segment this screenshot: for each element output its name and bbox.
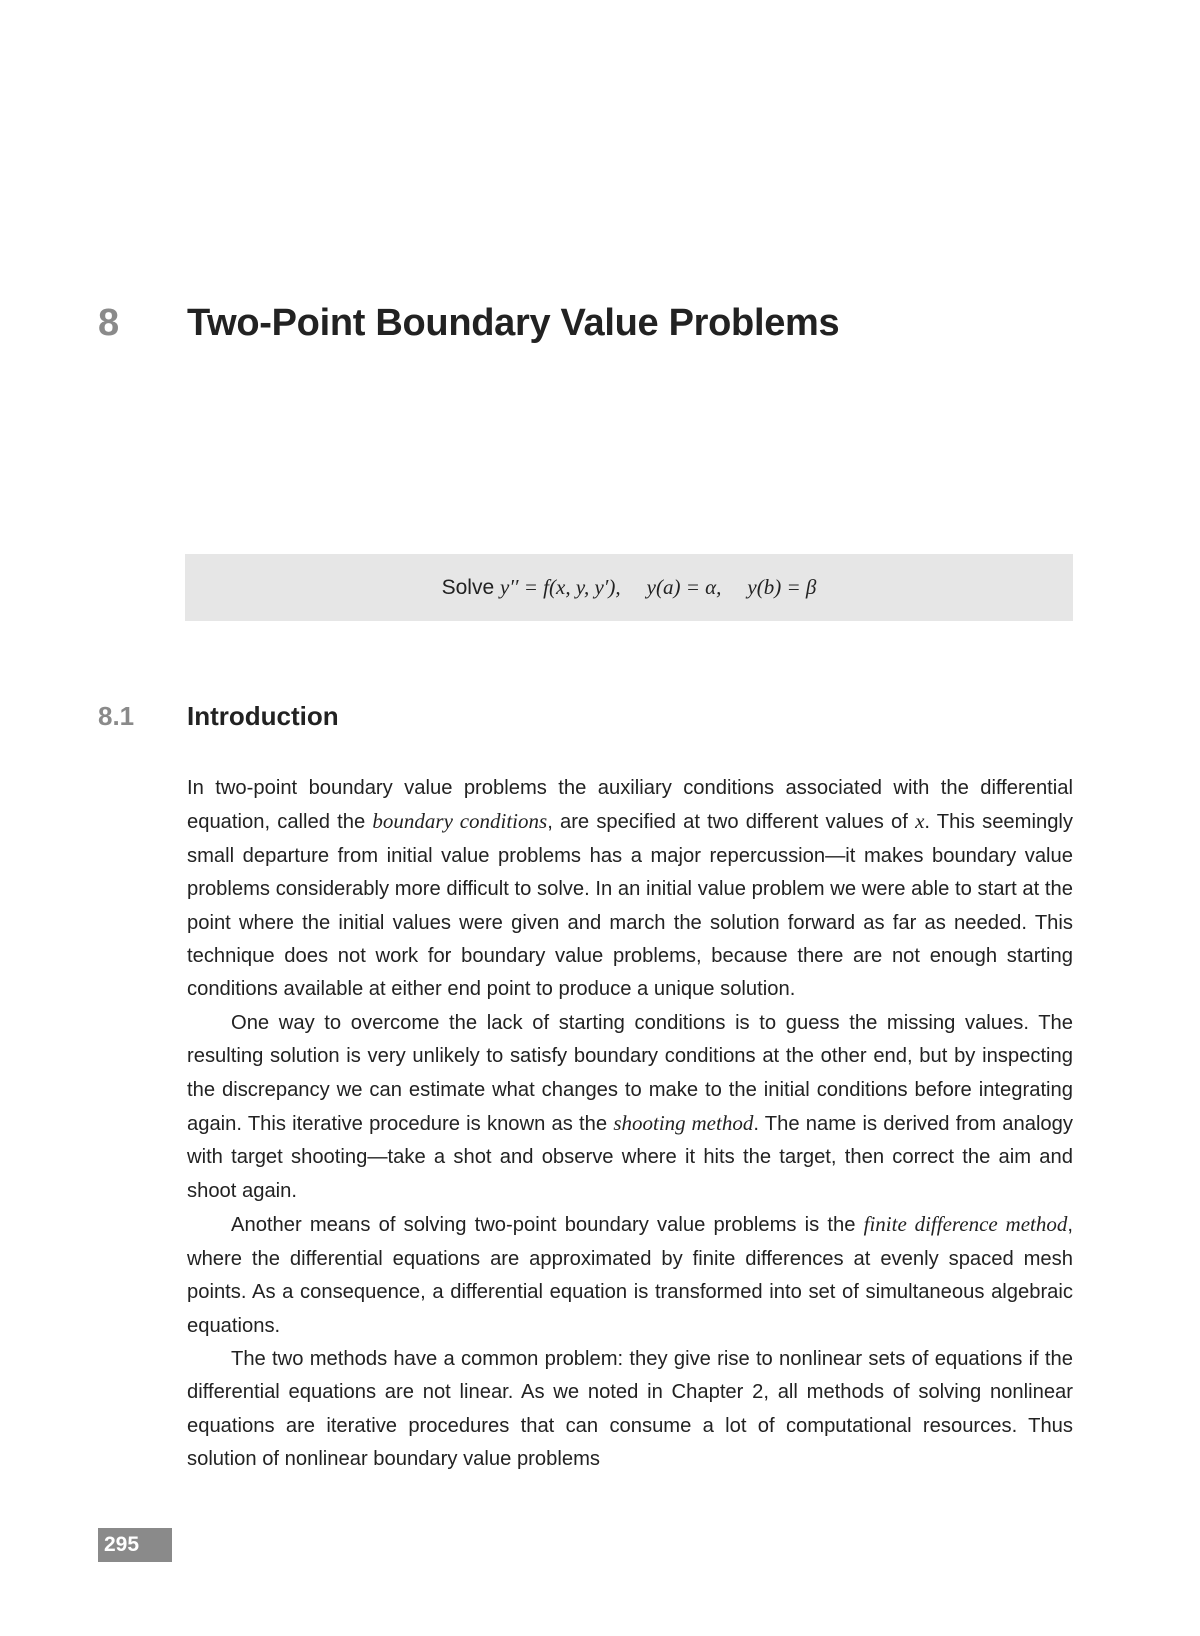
- section-number: 8.1: [98, 701, 135, 731]
- variable-x: x: [915, 809, 925, 834]
- summary-solve-word: Solve: [441, 575, 495, 599]
- summary-condition-a: y(a) = α,: [646, 575, 722, 599]
- term-finite-difference-method: finite difference method: [863, 1212, 1068, 1237]
- paragraph-1: [187, 772, 1073, 1007]
- chapter-title: Two-Point Boundary Value Problems: [187, 302, 840, 344]
- summary-equation: y′′ = f(x, y, y′),: [500, 575, 621, 599]
- summary-condition-b: y(b) = β: [747, 575, 817, 599]
- paragraph-1-part-b: , are specified at two different values of: [547, 811, 916, 834]
- term-shooting-method: shooting method: [613, 1111, 754, 1136]
- paragraph-2-part-b: . The name is derived from analogy with target shooting—take a shot and observe where it hits the target, then correct the aim and shoot again.: [187, 1113, 1073, 1202]
- section-title: Introduction: [187, 701, 339, 731]
- paragraph-1-part-a: In two-point boundary value problems the auxiliary conditions associated with the differential equation, called the: [187, 777, 1073, 834]
- paragraph-2: [187, 1007, 1073, 1208]
- paragraph-3-part-a: Another means of solving two-point boundary value problems is the: [231, 1214, 864, 1237]
- paragraph-3: [187, 1208, 1073, 1343]
- paragraph-2-part-a: One way to overcome the lack of starting conditions is to guess the missing values. The resulting solution is very unlikely to satisfy boundary conditions at the other end, but by inspecting the discrepancy we can estimate what changes to make to the initial conditions before integrating again. This iterative procedure is known as the: [187, 1011, 1073, 1136]
- term-boundary-conditions: boundary conditions: [372, 809, 548, 834]
- problem-summary-box: [185, 554, 1073, 621]
- page-number: 295: [98, 1528, 172, 1562]
- body-text: [187, 772, 1073, 1477]
- paragraph-4: The two methods have a common problem: they give rise to nonlinear sets of equations if the differential equations are not linear. As we noted in Chapter 2, all methods of solving nonlinear equations are iterative procedures that can consume a lot of computational resources. Thus solution of nonlinear boundary value problems: [187, 1347, 1073, 1471]
- chapter-number: 8: [98, 302, 120, 344]
- paragraph-3-part-b: , where the differential equations are approximated by finite differences at evenly spaced mesh points. As a consequence, a differential equation is transformed into set of simultaneous algebraic equations.: [187, 1214, 1073, 1337]
- paragraph-1-part-c: . This seemingly small departure from initial value problems has a major repercussion—it makes boundary value problems considerably more difficult to solve. In an initial value problem we were able to start at the point where the initial values were given and march the solution forward as far as needed. This technique does not work for boundary value problems, because there are not enough starting conditions available at either end point to produce a unique solution.: [187, 811, 1073, 1001]
